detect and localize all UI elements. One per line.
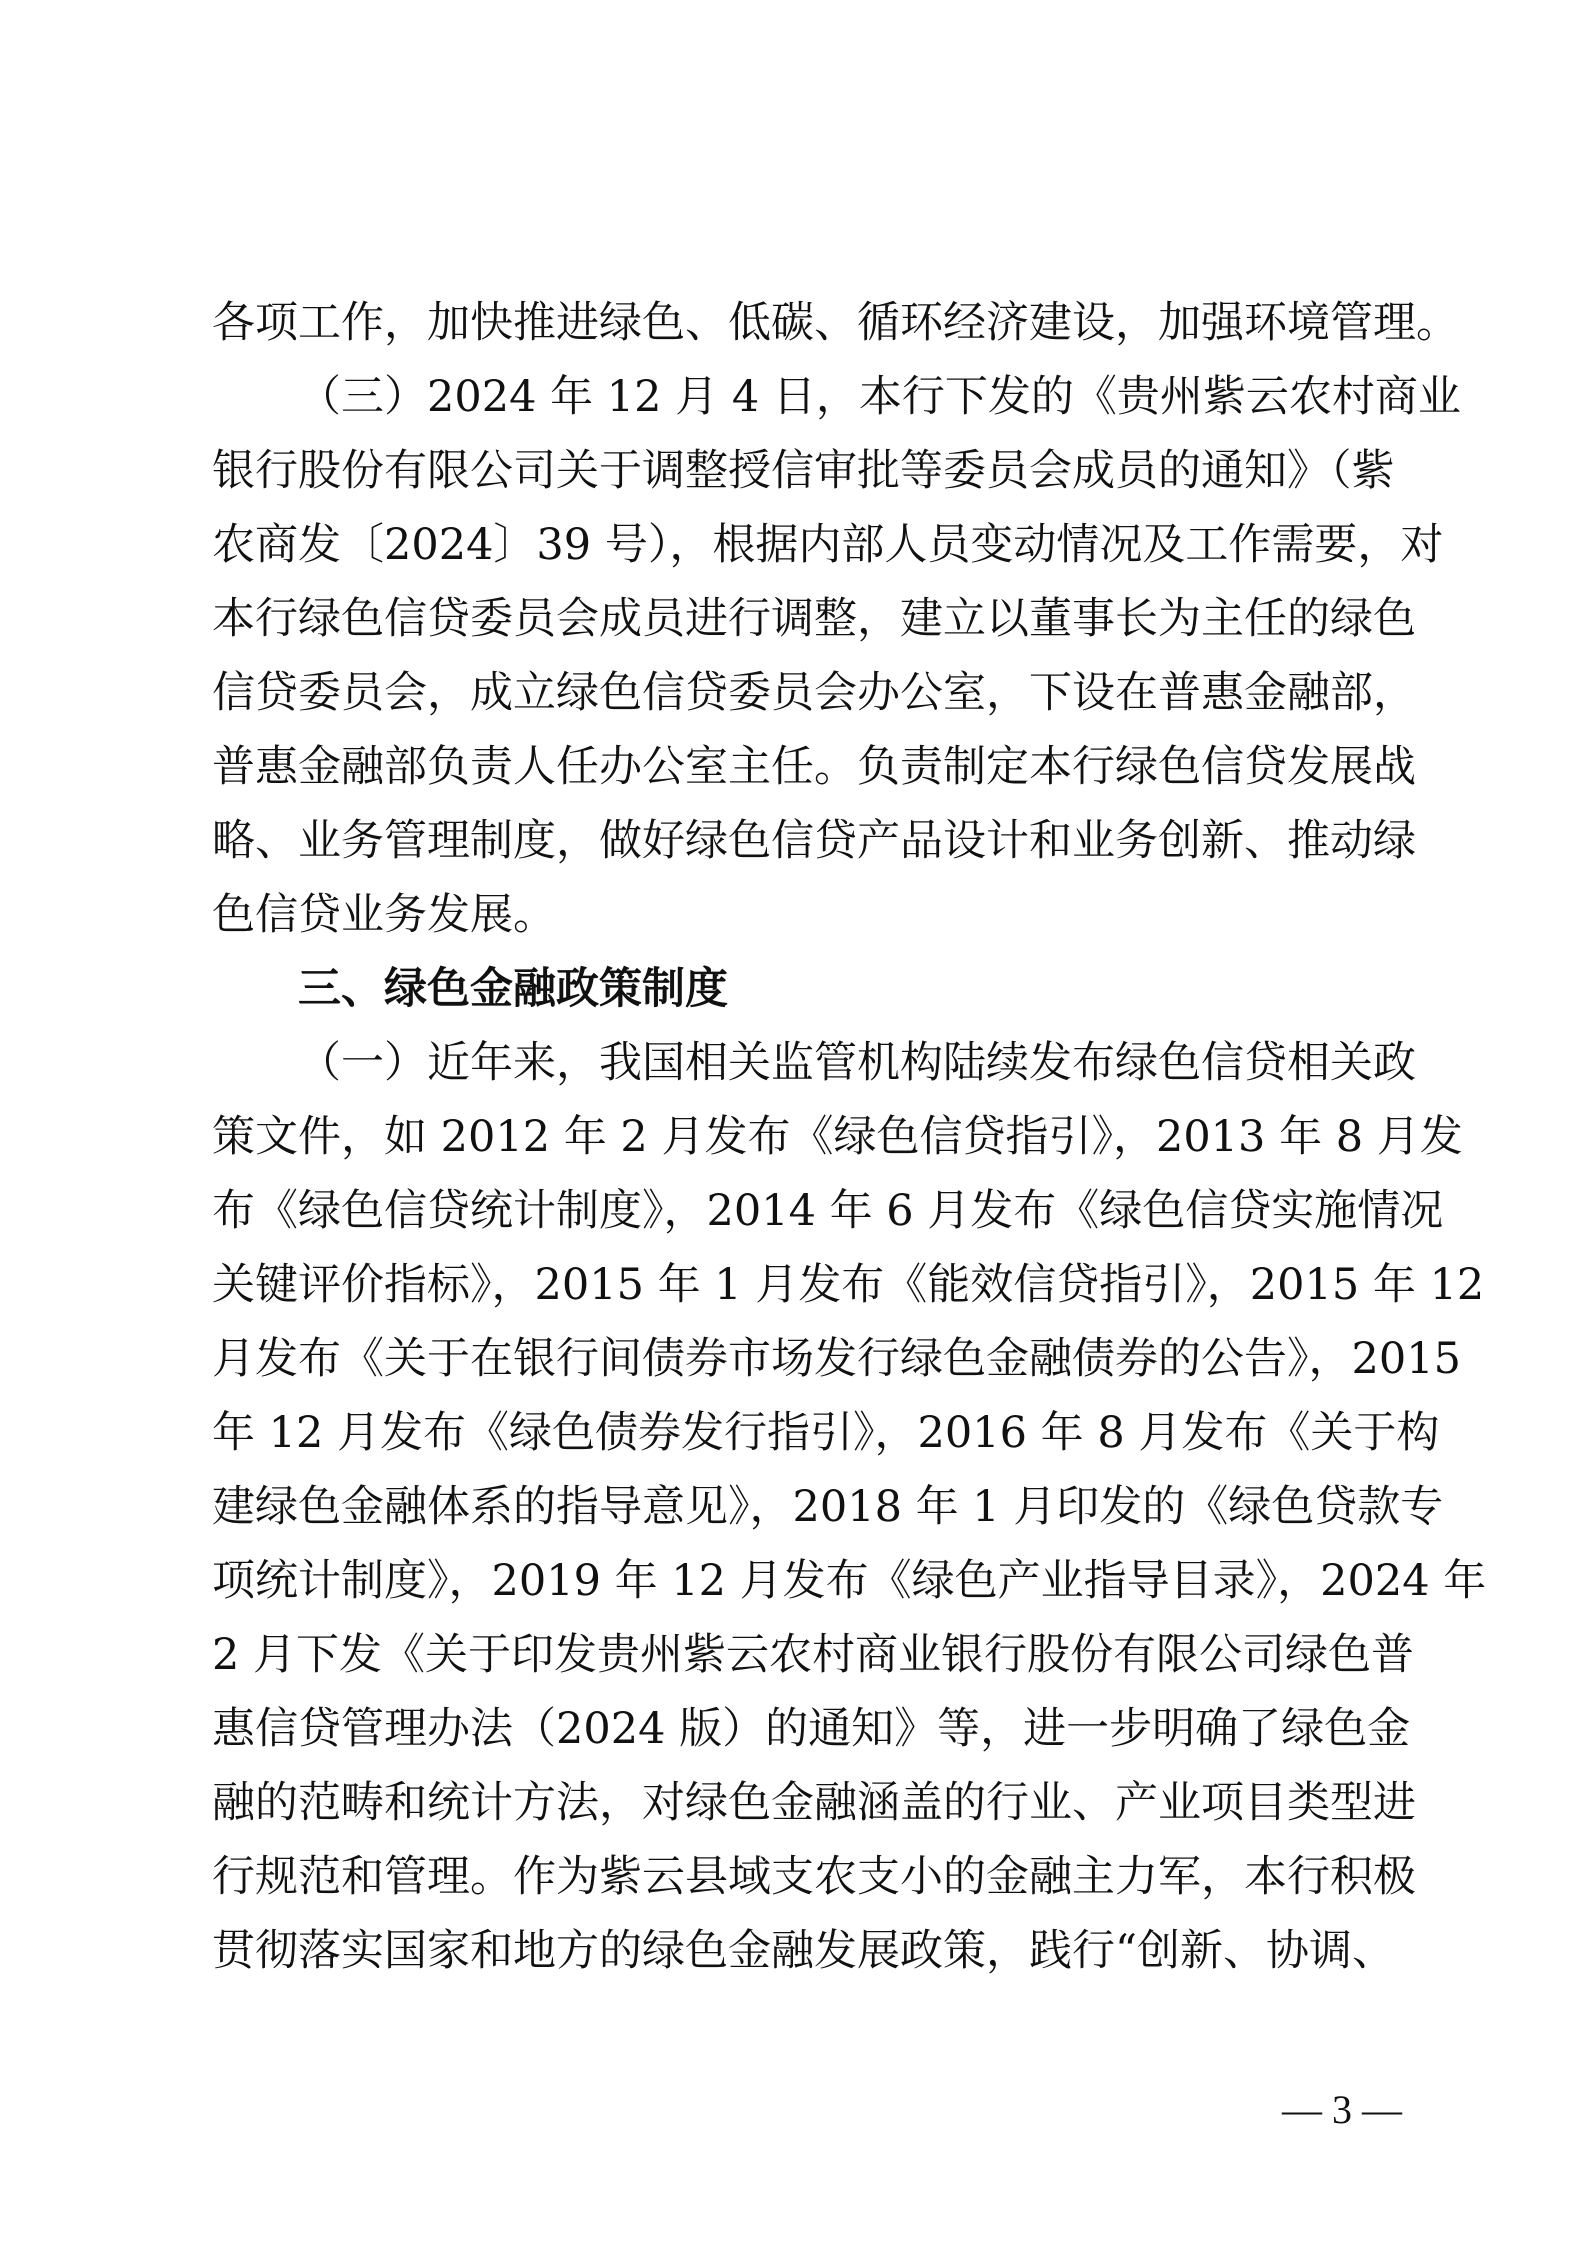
text-line: 农商发〔2024〕39 号），根据内部人员变动情况及工作需要，对 [212,520,1444,570]
page-number: — 3 — [1282,2087,1402,2132]
text-line: 略、业务管理制度，做好绿色信贷产品设计和业务创新、推动绿 [212,816,1416,866]
text-line: 年 12 月发布《绿色债券发行指引》，2016 年 8 月发布《关于构 [212,1408,1440,1458]
text-line: 布《绿色信贷统计制度》，2014 年 6 月发布《绿色信贷实施情况 [212,1186,1444,1236]
text-line: 策文件，如 2012 年 2 月发布《绿色信贷指引》，2013 年 8 月发 [212,1112,1463,1162]
text-line: 本行绿色信贷委员会成员进行调整，建立以董事长为主任的绿色 [212,594,1416,644]
section-heading: 三、绿色金融政策制度 [298,964,728,1014]
text-line: 项统计制度》，2019 年 12 月发布《绿色产业指导目录》，2024 年 [212,1556,1487,1606]
text-line: 月发布《关于在银行间债券市场发行绿色金融债券的公告》，2015 [212,1334,1461,1384]
text-line: 融的范畴和统计方法，对绿色金融涵盖的行业、产业项目类型进 [212,1778,1416,1828]
text-line: 色信贷业务发展。 [212,890,556,940]
text-line: 银行股份有限公司关于调整授信审批等委员会成员的通知》（紫 [212,446,1395,496]
text-line: 行规范和管理。作为紫云县域支农支小的金融主力军，本行积极 [212,1852,1416,1902]
text-line: （三）2024 年 12 月 4 日，本行下发的《贵州紫云农村商业 [298,372,1461,422]
text-line: 建绿色金融体系的指导意见》，2018 年 1 月印发的《绿色贷款专 [212,1482,1444,1532]
text-line: 2 月下发《关于印发贵州紫云农村商业银行股份有限公司绿色普 [212,1630,1415,1680]
text-line: 普惠金融部负责人任办公室主任。负责制定本行绿色信贷发展战 [212,742,1416,792]
text-line: 信贷委员会，成立绿色信贷委员会办公室，下设在普惠金融部， [212,668,1416,718]
text-line: 贯彻落实国家和地方的绿色金融发展政策，践行“创新、协调、 [212,1926,1395,1976]
text-line: 各项工作，加快推进绿色、低碳、循环经济建设，加强环境管理。 [212,298,1459,348]
text-line: （一）近年来，我国相关监管机构陆续发布绿色信贷相关政 [298,1038,1416,1088]
text-line: 惠信贷管理办法（2024 版）的通知》等，进一步明确了绿色金 [212,1704,1411,1754]
text-line: 关键评价指标》，2015 年 1 月发布《能效信贷指引》，2015 年 12 [212,1260,1485,1310]
